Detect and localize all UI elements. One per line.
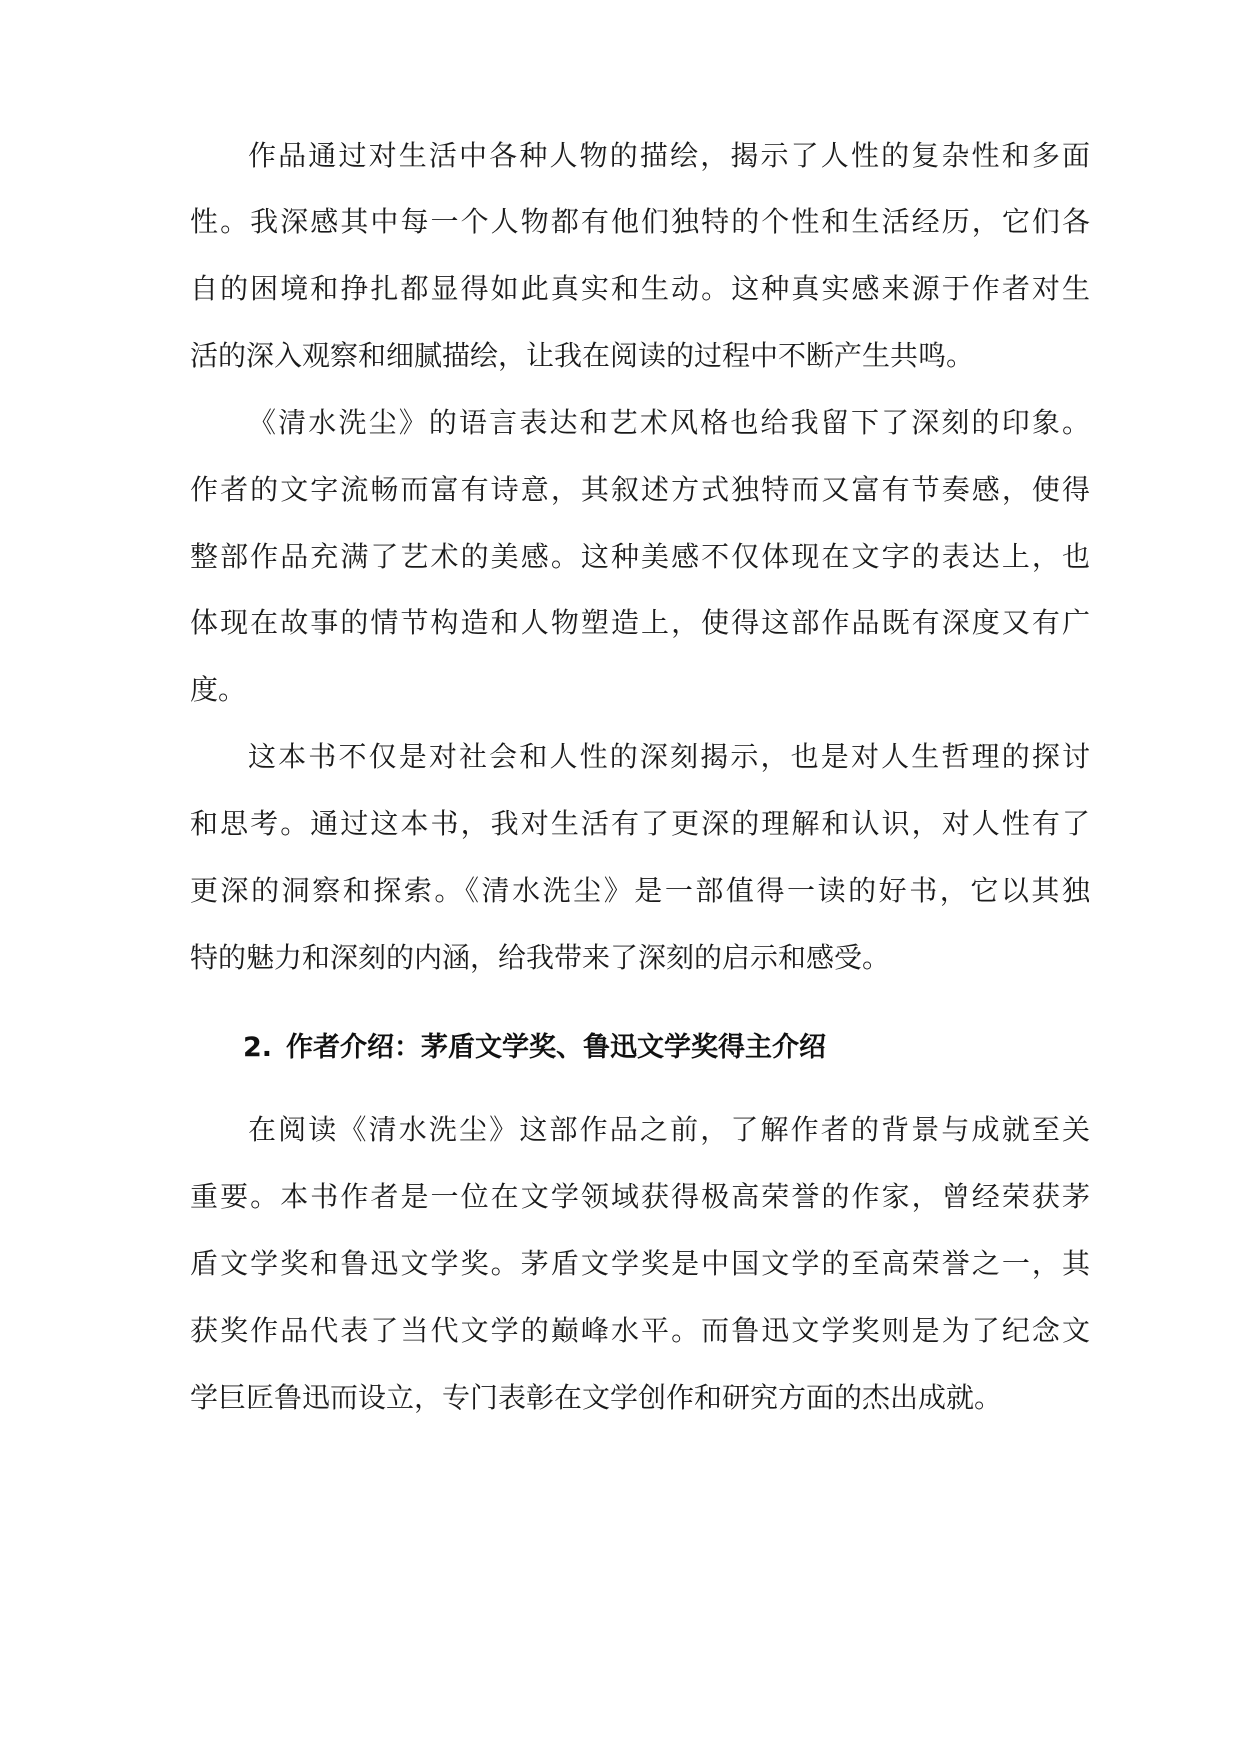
paragraph-2-line-3: 整部作品充满了艺术的美感。这种美感不仅体现在文字的表达上，也 [190, 540, 1090, 573]
paragraph-3-line-2: 和思考。通过这本书，我对生活有了更深的理解和认识，对人性有了 [190, 807, 1090, 840]
section-heading [243, 1028, 1063, 1068]
section-paragraph-line-1: 在阅读《清水洗尘》这部作品之前，了解作者的背景与成就至关 [248, 1113, 1090, 1146]
paragraph-2-line-5: 度。 [190, 673, 247, 706]
section-paragraph-line-5: 学巨匠鲁迅而设立，专门表彰在文学创作和研究方面的杰出成就。 [190, 1381, 1003, 1414]
paragraph-2-line-2: 作者的文字流畅而富有诗意，其叙述方式独特而又富有节奏感，使得 [190, 473, 1090, 506]
paragraph-1-line-1: 作品通过对生活中各种人物的描绘，揭示了人性的复杂性和多面 [248, 139, 1090, 172]
paragraph-1-line-3: 自的困境和挣扎都显得如此真实和生动。这种真实感来源于作者对生 [190, 272, 1090, 305]
section-paragraph-line-4: 获奖作品代表了当代文学的巅峰水平。而鲁迅文学奖则是为了纪念文 [190, 1314, 1090, 1347]
paragraph-3-line-1: 这本书不仅是对社会和人性的深刻揭示，也是对人生哲理的探讨 [248, 740, 1090, 773]
paragraph-3-line-3: 更深的洞察和探索。《清水洗尘》是一部值得一读的好书，它以其独 [190, 874, 1090, 907]
paragraph-1-line-2: 性。我深感其中每一个人物都有他们独特的个性和生活经历，它们各 [190, 205, 1090, 238]
paragraph-3-line-4: 特的魅力和深刻的内涵，给我带来了深刻的启示和感受。 [190, 941, 891, 974]
section-title: 作者介绍：茅盾文学奖、鲁迅文学奖得主介绍 [286, 1032, 827, 1063]
paragraph-1-line-4: 活的深入观察和细腻描绘，让我在阅读的过程中不断产生共鸣。 [190, 339, 975, 372]
paragraph-2-line-1: 《清水洗尘》的语言表达和艺术风格也给我留下了深刻的印象。 [248, 406, 1090, 439]
paragraph-2-line-4: 体现在故事的情节构造和人物塑造上，使得这部作品既有深度又有广 [190, 606, 1090, 639]
section-paragraph-line-2: 重要。本书作者是一位在文学领域获得极高荣誉的作家，曾经荣获茅 [190, 1180, 1090, 1213]
section-paragraph-line-3: 盾文学奖和鲁迅文学奖。茅盾文学奖是中国文学的至高荣誉之一，其 [190, 1247, 1090, 1280]
section-number: 2. [243, 1032, 273, 1063]
